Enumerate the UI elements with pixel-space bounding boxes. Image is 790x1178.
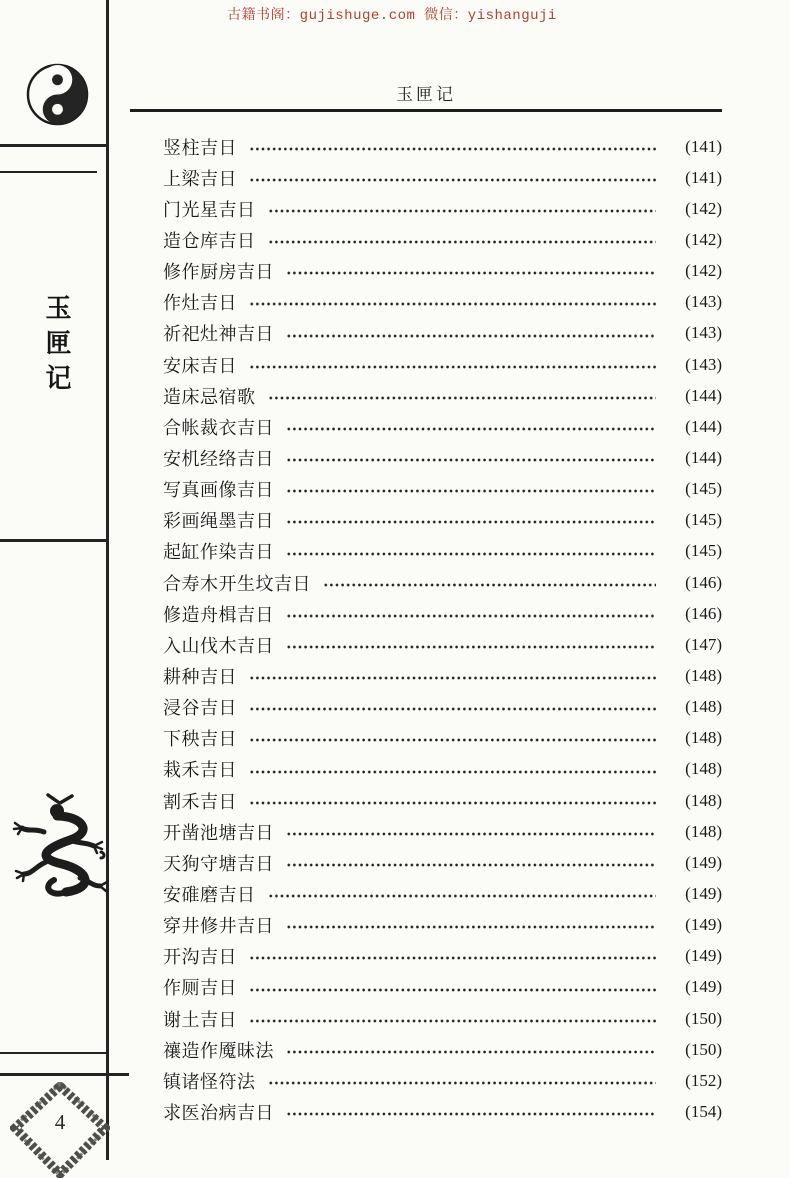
toc-entry-label: 禳造作魇昧法	[163, 1040, 274, 1061]
toc-entry-page: (148)	[685, 790, 722, 810]
yin-yang-icon	[26, 63, 89, 126]
toc-entry-page: (149)	[685, 946, 722, 966]
toc-entry-page: (149)	[685, 977, 722, 997]
toc-row	[163, 287, 722, 318]
toc-row	[163, 723, 722, 754]
dot-leader	[286, 598, 656, 629]
dot-leader	[268, 193, 657, 224]
dot-leader	[249, 287, 656, 318]
toc-row	[163, 349, 722, 380]
toc-entry-page: (143)	[685, 354, 722, 374]
toc-row	[163, 878, 722, 909]
dot-leader	[286, 910, 656, 941]
toc-row	[163, 941, 722, 972]
toc-row	[163, 1034, 722, 1065]
dot-leader	[286, 1034, 656, 1065]
toc-entry-label: 起缸作染吉日	[163, 542, 274, 563]
toc-entry-page: (143)	[685, 323, 722, 343]
divider	[0, 1052, 107, 1054]
toc-row	[163, 785, 722, 816]
toc-row	[163, 224, 722, 255]
toc-entry-page: (154)	[685, 1101, 722, 1121]
toc-row	[163, 660, 722, 691]
toc-entry-label: 合帐裁衣吉日	[163, 417, 274, 438]
dot-leader	[249, 1003, 656, 1034]
dot-leader	[268, 1065, 657, 1096]
toc-entry-page: (149)	[685, 883, 722, 903]
toc-entry-page: (144)	[685, 416, 722, 436]
dot-leader	[286, 847, 656, 878]
toc-entry-page: (150)	[685, 1008, 722, 1028]
toc-entry-label: 修造舟楫吉日	[163, 604, 274, 625]
toc-row	[163, 1065, 722, 1096]
dot-leader	[268, 224, 657, 255]
dot-leader	[286, 474, 656, 505]
toc-entry-label: 穿井修井吉日	[163, 916, 274, 937]
toc-entry-page: (146)	[685, 572, 722, 592]
dot-leader	[286, 629, 656, 660]
dot-leader	[286, 816, 656, 847]
toc-row	[163, 162, 722, 193]
toc-list	[163, 131, 722, 1128]
dot-leader	[286, 1096, 656, 1127]
toc-entry-label: 安机经络吉日	[163, 448, 274, 469]
toc-entry-page: (144)	[685, 447, 722, 467]
dot-leader	[286, 442, 656, 473]
dot-leader	[249, 692, 656, 723]
dot-leader	[268, 878, 657, 909]
toc-entry-page: (144)	[685, 385, 722, 405]
toc-entry-label: 门光星吉日	[163, 199, 256, 220]
watermark-text: 古籍书阁：gujishuge.com 微信：yishanguji	[227, 8, 557, 24]
toc-row	[163, 193, 722, 224]
divider	[0, 171, 97, 173]
dot-leader	[286, 256, 656, 287]
toc-row	[163, 816, 722, 847]
toc-entry-page: (142)	[685, 261, 722, 281]
toc-entry-label: 天狗守塘吉日	[163, 853, 274, 874]
sidebar-book-title: 玉匣记	[42, 294, 71, 399]
dot-leader	[249, 660, 656, 691]
toc-entry-page: (141)	[685, 167, 722, 187]
toc-row	[163, 318, 722, 349]
toc-row	[163, 847, 722, 878]
toc-entry-page: (145)	[685, 479, 722, 499]
dot-leader	[323, 567, 656, 598]
divider	[0, 144, 109, 147]
toc-entry-page: (148)	[685, 665, 722, 685]
toc-entry-page: (141)	[685, 136, 722, 156]
toc-entry-label: 求医治病吉日	[163, 1102, 274, 1123]
toc-row	[163, 1003, 722, 1034]
toc-row	[163, 692, 722, 723]
dot-leader	[249, 785, 656, 816]
toc-entry-page: (143)	[685, 292, 722, 312]
toc-entry-label: 彩画绳墨吉日	[163, 511, 274, 532]
dot-leader	[249, 349, 656, 380]
toc-entry-label: 安碓磨吉日	[163, 884, 256, 905]
toc-entry-page: (145)	[685, 541, 722, 561]
toc-entry-label: 栽禾吉日	[163, 760, 237, 781]
toc-entry-page: (146)	[685, 603, 722, 623]
toc-row	[163, 1096, 722, 1127]
toc-entry-page: (142)	[685, 198, 722, 218]
toc-entry-page: (150)	[685, 1039, 722, 1059]
toc-row	[163, 131, 722, 162]
toc-row	[163, 754, 722, 785]
toc-row	[163, 910, 722, 941]
toc-row	[163, 629, 722, 660]
dot-leader	[249, 754, 656, 785]
toc-entry-label: 造仓库吉日	[163, 230, 256, 251]
page-number: 4	[54, 1110, 66, 1134]
dot-leader	[286, 318, 656, 349]
dot-leader	[249, 723, 656, 754]
dragon-icon	[6, 792, 110, 906]
toc-entry-label: 下秧吉日	[163, 729, 237, 750]
toc-entry-label: 开凿池塘吉日	[163, 822, 274, 843]
toc-entry-label: 割禾吉日	[163, 791, 237, 812]
toc-row	[163, 411, 722, 442]
divider	[0, 1073, 129, 1076]
sidebar-border-line	[106, 0, 109, 1160]
toc-row	[163, 442, 722, 473]
toc-entry-label: 耕种吉日	[163, 666, 237, 687]
dot-leader	[286, 536, 656, 567]
toc-entry-label: 浸谷吉日	[163, 698, 237, 719]
toc-entry-label: 入山伐木吉日	[163, 635, 274, 656]
toc-row	[163, 474, 722, 505]
toc-entry-page: (149)	[685, 915, 722, 935]
toc-row	[163, 256, 722, 287]
toc-entry-page: (148)	[685, 728, 722, 748]
toc-entry-label: 造床忌宿歌	[163, 386, 256, 407]
toc-entry-label: 镇诸怪符法	[163, 1071, 256, 1092]
toc-row	[163, 380, 722, 411]
toc-entry-page: (148)	[685, 821, 722, 841]
divider	[0, 539, 109, 542]
dot-leader	[286, 505, 656, 536]
toc-row	[163, 505, 722, 536]
toc-entry-page: (148)	[685, 759, 722, 779]
toc-entry-label: 作厕吉日	[163, 978, 237, 999]
toc-entry-label: 安床吉日	[163, 355, 237, 376]
toc-entry-label: 修作厨房吉日	[163, 262, 274, 283]
toc-row	[163, 598, 722, 629]
folio-ornament	[10, 1082, 110, 1178]
toc-entry-label: 合寿木开生坟吉日	[163, 573, 311, 594]
dot-leader	[249, 941, 656, 972]
toc-entry-page: (152)	[685, 1070, 722, 1090]
toc-entry-label: 上梁吉日	[163, 168, 237, 189]
toc-entry-page: (148)	[685, 697, 722, 717]
toc-entry-label: 写真画像吉日	[163, 480, 274, 501]
page-title: 玉匣记	[396, 85, 456, 104]
toc-entry-page: (142)	[685, 229, 722, 249]
toc-row	[163, 567, 722, 598]
header-rule	[130, 109, 722, 112]
toc-entry-label: 祈祀灶神吉日	[163, 324, 274, 345]
toc-entry-label: 作灶吉日	[163, 293, 237, 314]
toc-row	[163, 536, 722, 567]
dot-leader	[249, 162, 656, 193]
toc-entry-label: 开沟吉日	[163, 947, 237, 968]
dot-leader	[268, 380, 657, 411]
toc-entry-page: (149)	[685, 852, 722, 872]
dot-leader	[249, 972, 656, 1003]
toc-row	[163, 972, 722, 1003]
toc-entry-label: 竖柱吉日	[163, 137, 237, 158]
toc-entry-label: 谢土吉日	[163, 1009, 237, 1030]
toc-entry-page: (145)	[685, 510, 722, 530]
dot-leader	[286, 411, 656, 442]
dot-leader	[249, 131, 656, 162]
toc-entry-page: (147)	[685, 634, 722, 654]
